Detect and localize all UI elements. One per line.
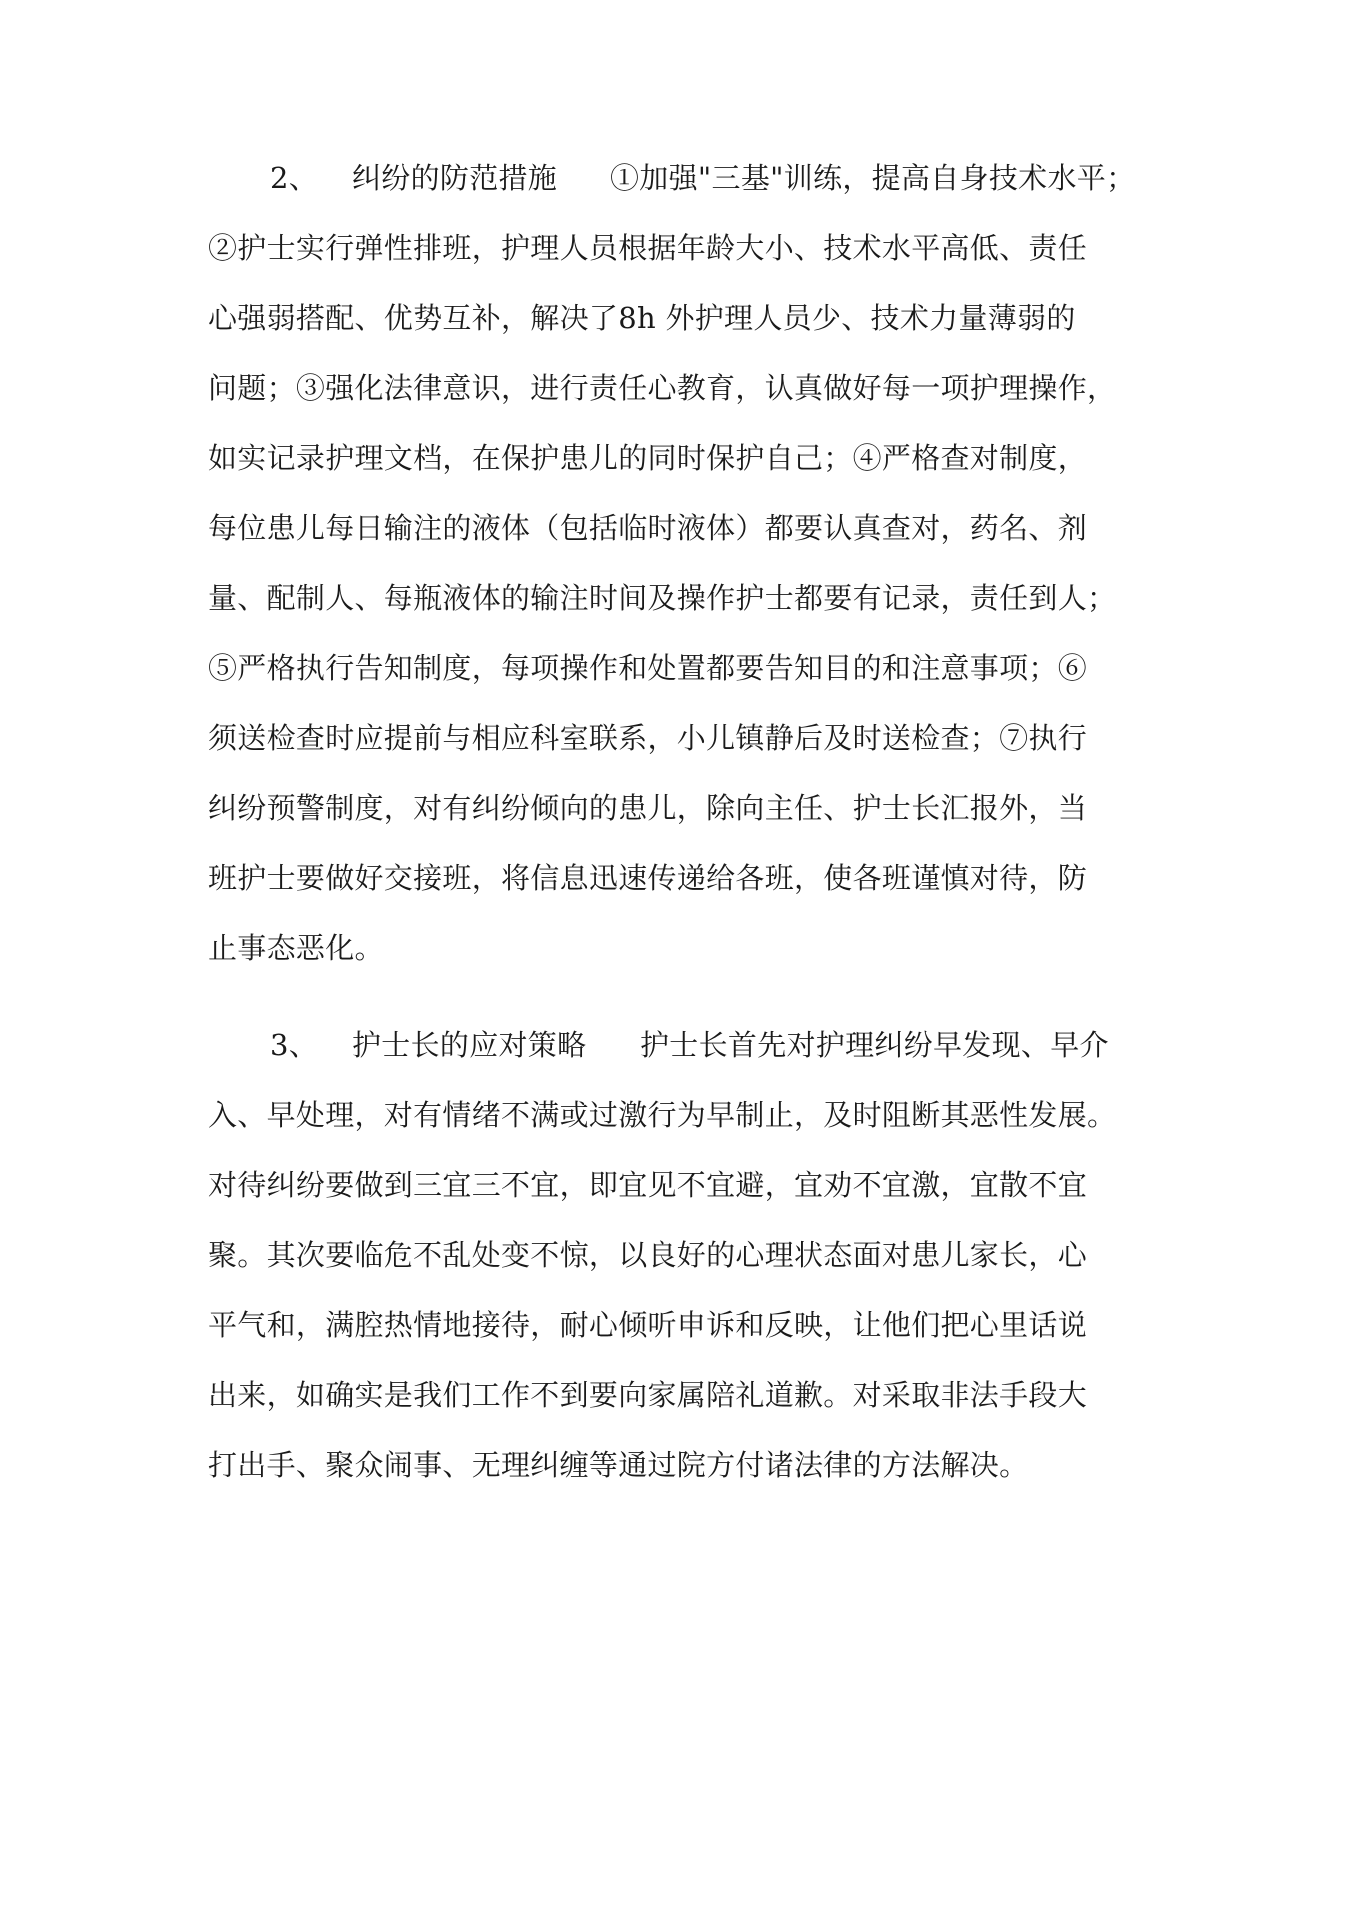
text-line: 平气和，满腔热情地接待，耐心倾听申诉和反映，让他们把心里话说 [208,1308,1088,1342]
text-line: ①加强"三基"训练，提高自身技术水平； [610,161,1136,195]
text-line: 每位患儿每日输注的液体（包括临时液体）都要认真查对，药名、剂 [208,511,1088,545]
text-line: 心强弱搭配、优势互补，解决了8h 外护理人员少、技术力量薄弱的 [208,301,1076,335]
text-line: 入、早处理，对有情绪不满或过激行为早制止，及时阻断其恶性发展。 [208,1098,1117,1132]
text-line: 出来，如确实是我们工作不到要向家属陪礼道歉。对采取非法手段大 [208,1378,1088,1412]
text-line: 聚。其次要临危不乱处变不惊，以良好的心理状态面对患儿家长，心 [208,1238,1088,1272]
text-line: 纠纷预警制度，对有纠纷倾向的患儿，除向主任、护士长汇报外，当 [208,791,1088,825]
text-line: 对待纠纷要做到三宜三不宜，即宜见不宜避，宜劝不宜激，宜散不宜 [208,1168,1088,1202]
text-line: 护士长首先对护理纠纷早发现、早介 [640,1028,1109,1062]
text-line: 止事态恶化。 [208,931,384,965]
text-line: 班护士要做好交接班，将信息迅速传递给各班，使各班谨慎对待，防 [208,861,1088,895]
text-line: ②护士实行弹性排班，护理人员根据年龄大小、技术水平高低、责任 [208,231,1088,265]
section-3-number: 3、 [270,1028,319,1062]
text-line: 打出手、聚众闹事、无理纠缠等通过院方付诸法律的方法解决。 [208,1448,1029,1482]
text-line: ⑤严格执行告知制度，每项操作和处置都要告知目的和注意事项；⑥ [208,651,1088,685]
section-3-heading: 护士长的应对策略 [352,1028,587,1062]
section-2-heading: 纠纷的防范措施 [352,161,558,195]
text-line: 量、配制人、每瓶液体的输注时间及操作护士都要有记录，责任到人； [208,581,1117,615]
section-2-number: 2、 [270,161,319,195]
text-line: 如实记录护理文档，在保护患儿的同时保护自己；④严格查对制度， [208,441,1088,475]
text-line: 问题；③强化法律意识，进行责任心教育，认真做好每一项护理操作， [208,371,1117,405]
text-line: 须送检查时应提前与相应科室联系，小儿镇静后及时送检查；⑦执行 [208,721,1088,755]
